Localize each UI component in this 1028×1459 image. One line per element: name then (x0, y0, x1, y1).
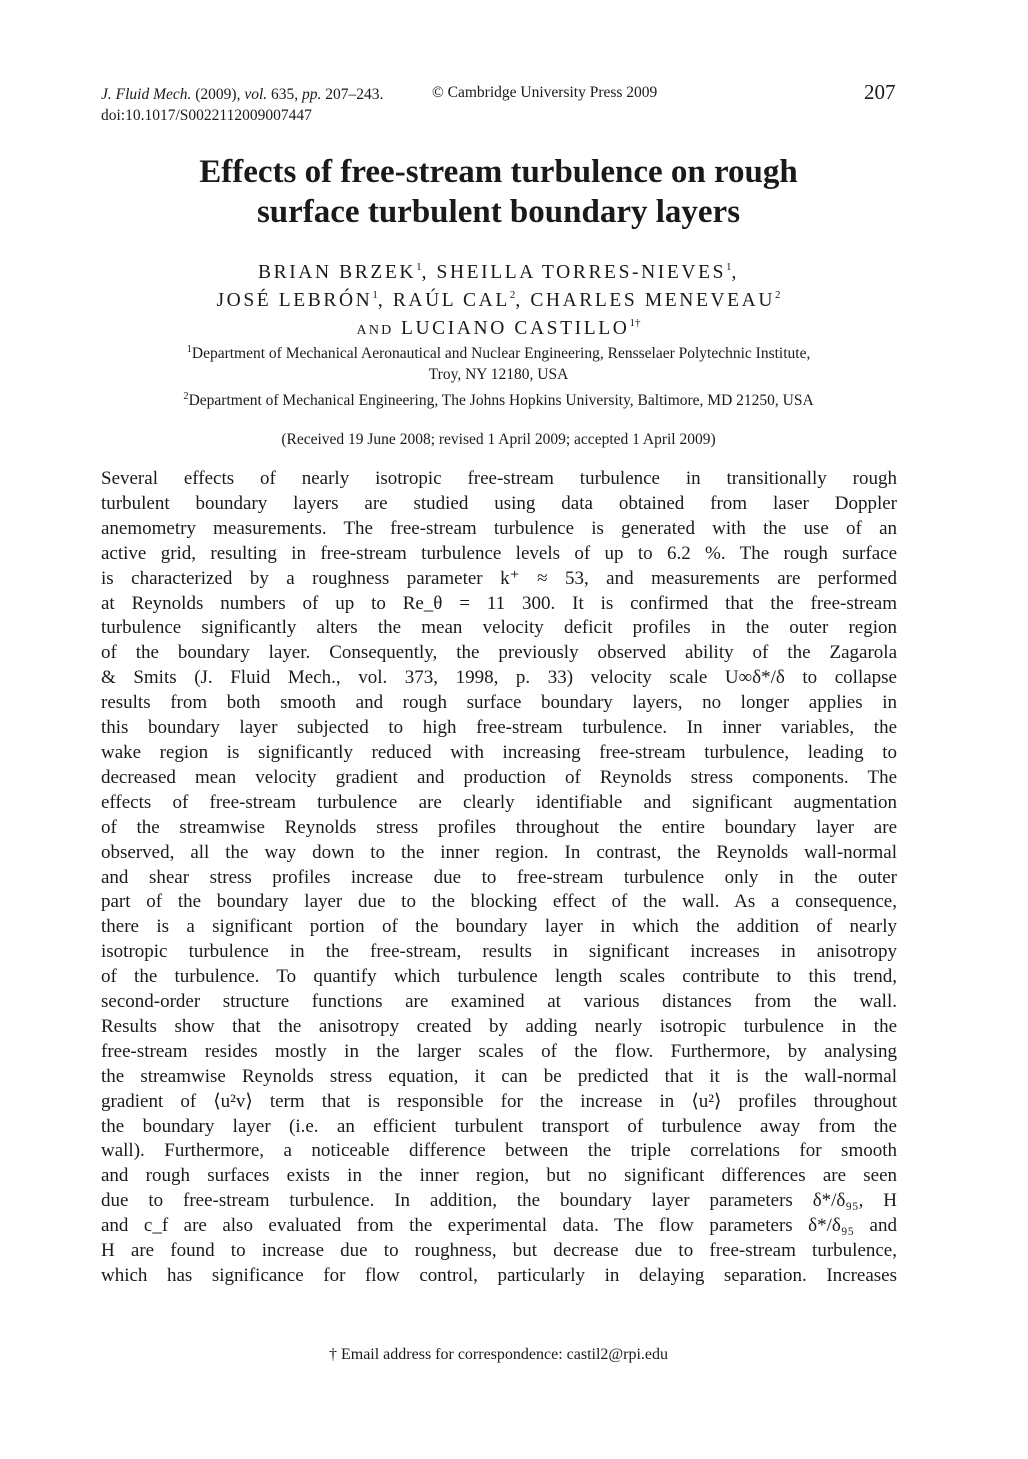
affiliation-text: Department of Mechanical Engineering, The Johns Hopkins University, Baltimore, MD 21250, USA (188, 392, 814, 409)
affil-mark: 2 (183, 391, 189, 402)
abstract-line: due to free-stream turbulence. In addition, the boundary layer parameters δ*/δ₉₅, H (101, 1190, 897, 1212)
affiliation-text: Troy, NY 12180, USA (428, 366, 569, 383)
abstract-line: of the boundary layer. Consequently, the previously observed ability of the Zagarola (101, 642, 897, 664)
abstract-line: second-order structure functions are examined at various distances from the wall. (101, 991, 897, 1013)
title-line-2: surface turbulent boundary layers (256, 194, 741, 230)
abstract-line: is characterized by a roughness parameter k⁺ ≈ 53, and measurements are performed (101, 567, 897, 589)
journal-name: J. Fluid Mech. (101, 86, 192, 103)
affil-mark: 1† (629, 317, 641, 329)
abstract-line: wake region is significantly reduced with increasing free-stream turbulence, leading to (101, 741, 897, 763)
abstract-line: the streamwise Reynolds stress equation, it can be predicted that it is the wall-normal (101, 1065, 897, 1087)
abstract-line: and c_f are also evaluated from the experimental data. The flow parameters δ*/δ₉₅ and (101, 1215, 897, 1237)
correspondence-footnote: † Email address for correspondence: castil2@rpi.edu (328, 1346, 669, 1363)
affil-mark: 1 (372, 289, 378, 301)
dagger-mark: † (634, 317, 641, 329)
affiliation-text: Department of Mechanical Aeronautical and Nuclear Engineering, Rensselaer Polytechnic Institute, (191, 345, 811, 362)
author-line-2: JOSÉ LEBRÓN$^1$, RAÚL CAL$^2$, CHARLES MENEVEAU$^2$ (216, 289, 781, 311)
author-name: CHARLES MENEVEAU (530, 290, 776, 311)
volume-label: vol. (244, 86, 268, 103)
abstract-line: H are found to increase due to roughness, but decrease due to free-stream turbulence, (101, 1240, 897, 1262)
abstract-line: turbulence significantly alters the mean velocity deficit profiles in the outer region (101, 617, 897, 639)
copyright-notice: © Cambridge University Press 2009 (432, 84, 658, 101)
abstract-line: gradient of ⟨u²v⟩ term that is responsible for the increase in ⟨u²⟩ profiles throughout (101, 1090, 897, 1112)
abstract-line: decreased mean velocity gradient and production of Reynolds stress components. The (101, 766, 897, 788)
journal-pages: 207–243. (325, 86, 384, 103)
author-line-1: BRIAN BRZEK$^1$, SHEILLA TORRES-NIEVES$^1$, (257, 261, 740, 283)
author-name: RAÚL CAL (392, 290, 510, 311)
affil-mark: 2 (509, 289, 516, 301)
abstract-line: this boundary layer subjected to high free-stream turbulence. In inner variables, the (101, 717, 897, 739)
abstract-line: of the turbulence. To quantify which turbulence length scales contribute to this trend, (101, 966, 897, 988)
affil-mark: 1 (416, 261, 422, 273)
affiliation-1 (100, 343, 897, 385)
abstract-line: at Reynolds numbers of up to Re_θ = 11 300. It is confirmed that the free-stream (101, 592, 897, 614)
affiliation-2 (100, 390, 897, 411)
abstract-line: and rough surfaces exists in the inner region, but no significant differences are seen (101, 1165, 897, 1187)
journal-year: (2009), (195, 86, 241, 103)
abstract-line: wall). Furthermore, a noticeable difference between the triple correlations for smooth (101, 1140, 897, 1162)
abstract-line: of the streamwise Reynolds stress profiles throughout the entire boundary layer are (101, 816, 897, 838)
abstract-line: and shear stress profiles increase due to free-stream turbulence only in the outer (101, 866, 897, 888)
title-line-1: Effects of free-stream turbulence on rough (199, 154, 798, 190)
abstract-line: part of the boundary layer due to the blocking effect of the wall. As a consequence, (101, 891, 897, 913)
abstract-line: the boundary layer (i.e. an efficient turbulent transport of turbulence away from the (101, 1115, 897, 1137)
affil-mark: 1 (186, 344, 192, 355)
page-number: 207 (864, 80, 896, 104)
author-name: BRIAN BRZEK (257, 262, 417, 283)
author-line-3 (100, 315, 897, 345)
received-dates: (Received 19 June 2008; revised 1 April 2009; accepted 1 April 2009) (281, 431, 716, 448)
abstract (101, 467, 897, 1289)
abstract-line: & Smits (J. Fluid Mech., vol. 373, 1998, p. 33) velocity scale U∞δ*/δ to collapse (101, 667, 897, 689)
abstract-line: observed, all the way down to the inner region. In contrast, the Reynolds wall-normal (101, 841, 897, 863)
affil-mark: 1 (726, 261, 732, 273)
abstract-line: results from both smooth and rough surface boundary layers, no longer applies in (101, 692, 897, 714)
abstract-line: active grid, resulting in free-stream turbulence levels of up to 6.2 %. The rough surface (101, 542, 897, 564)
author-name: SHEILLA TORRES-NIEVES (436, 262, 727, 283)
abstract-line: turbulent boundary layers are studied using data obtained from laser Doppler (101, 492, 897, 514)
abstract-line: free-stream resides mostly in the larger scales of the flow. Furthermore, by analysing (101, 1040, 897, 1062)
abstract-line: anemometry measurements. The free-stream turbulence is generated with the use of an (101, 517, 897, 539)
journal-volume: 635, (271, 86, 299, 103)
affil-mark: 2 (775, 289, 781, 301)
doi: doi:10.1017/S0022112009007447 (101, 107, 312, 124)
abstract-line: Several effects of nearly isotropic free-stream turbulence in transitionally rough (101, 468, 897, 489)
and-conjunction: AND (356, 323, 394, 338)
abstract-line: effects of free-stream turbulence are clearly identifiable and significant augmentation (101, 791, 897, 813)
abstract-line: isotropic turbulence in the free-stream, results in significant increases in anisotropy (101, 941, 897, 963)
abstract-line: Results show that the anisotropy created by adding nearly isotropic turbulence in the (101, 1015, 897, 1037)
author-name: LUCIANO CASTILLO (400, 318, 630, 339)
paper-title (100, 152, 897, 232)
abstract-line: there is a significant portion of the boundary layer in which the addition of nearly (101, 916, 897, 938)
abstract-line: which has significance for flow control, particularly in delaying separation. Increases (101, 1265, 897, 1286)
pages-label: pp. (302, 86, 322, 103)
author-list (100, 259, 897, 345)
author-name: JOSÉ LEBRÓN (216, 290, 373, 311)
